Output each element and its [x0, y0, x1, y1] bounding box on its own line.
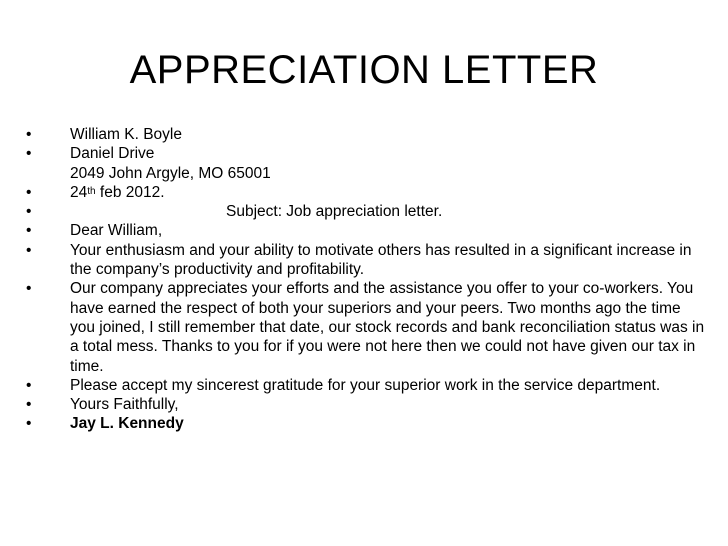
list-item-signature [26, 414, 706, 433]
list-item-sender-address [26, 144, 706, 183]
paragraph-enthusiasm: Your enthusiasm and your ability to motivate others has resulted in a significant increase in the company’s productivity and profitability. [70, 241, 692, 279]
list-item-salutation [26, 221, 706, 240]
bullet-icon: • [26, 183, 32, 201]
signatory-name: Jay L. Kennedy [70, 415, 184, 433]
letter-bullet-list [26, 125, 706, 434]
address-street: Daniel Drive [70, 145, 155, 163]
date-rest: feb 2012. [95, 183, 165, 201]
bullet-icon: • [26, 222, 32, 240]
list-item-paragraph-2 [26, 279, 706, 375]
bullet-icon: • [26, 415, 32, 433]
bullet-icon: • [26, 280, 32, 298]
bullet-icon: • [26, 241, 32, 259]
date-day: 24 [70, 183, 88, 201]
list-item-subject [26, 202, 706, 221]
list-item-date [26, 183, 706, 202]
sender-name: William K. Boyle [70, 126, 182, 143]
list-item-closing [26, 395, 706, 414]
paragraph-gratitude: Please accept my sincerest gratitude for your superior work in the service department. [70, 376, 661, 394]
date-suffix: th [87, 185, 96, 197]
paragraph-appreciation: Our company appreciates your efforts and the assistance you offer to your co-workers. You have earned the respect of both your superiors and your peers. Two months ago the time you joined, I still remember that date, our stock records and bank reconciliation status was in a total mess. Thanks to you for if you were not here then we could not have given our tax in time. [70, 280, 705, 375]
salutation: Dear William, [70, 222, 163, 240]
list-item-paragraph-3 [26, 376, 706, 395]
letter-subject: Subject: Job appreciation letter. [226, 203, 443, 221]
bullet-icon: • [26, 126, 32, 143]
bullet-icon: • [26, 145, 32, 163]
bullet-icon: • [26, 396, 32, 414]
address-city: 2049 John Argyle, MO 65001 [70, 164, 271, 182]
bullet-icon: • [26, 376, 32, 394]
letter-date [70, 183, 706, 202]
bullet-icon: • [26, 203, 32, 221]
closing: Yours Faithfully, [70, 396, 179, 414]
page-title: APPRECIATION LETTER [129, 48, 599, 92]
list-item-paragraph-1 [26, 241, 706, 280]
list-item-sender-name [26, 125, 706, 144]
